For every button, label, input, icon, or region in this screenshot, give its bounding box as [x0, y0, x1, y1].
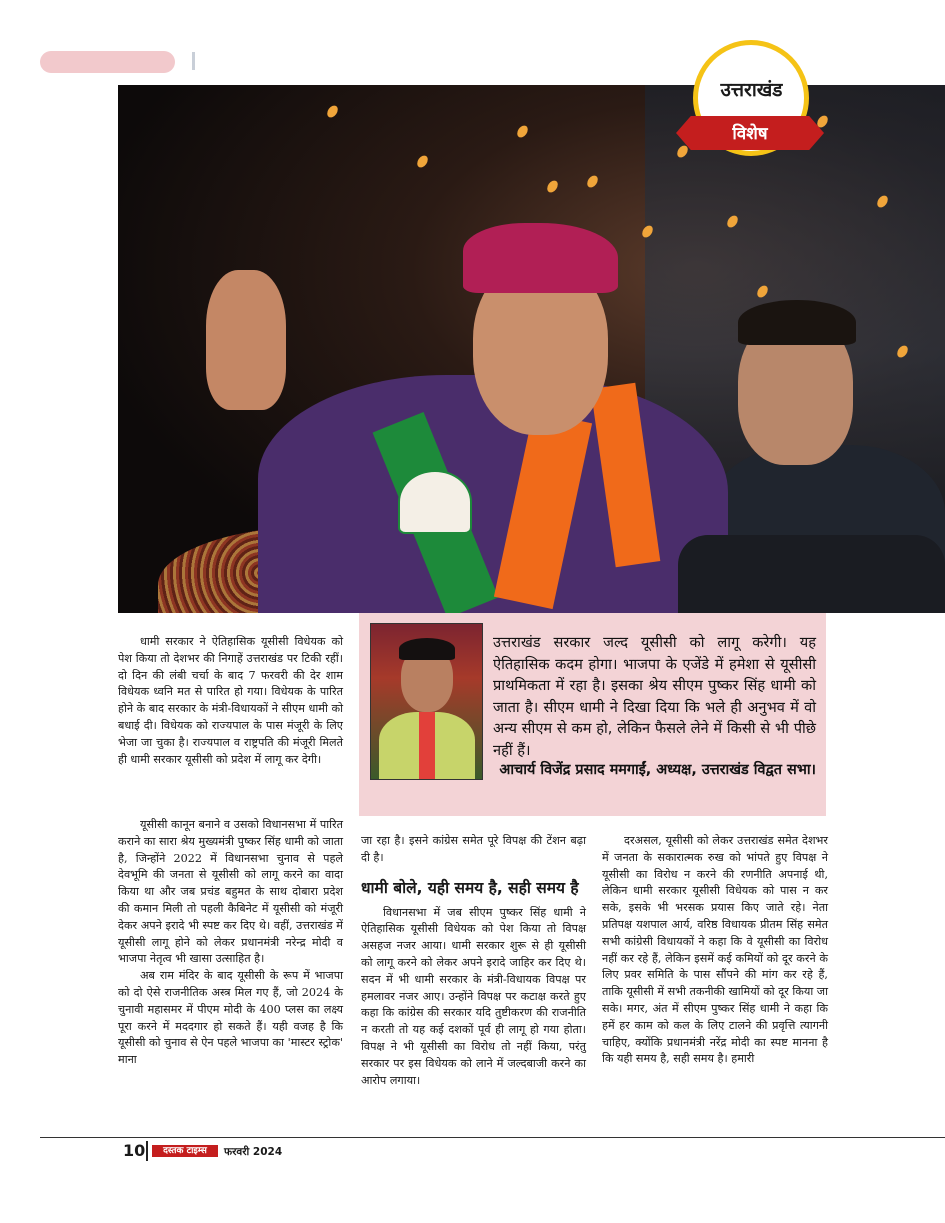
quote-author: आचार्य विजेंद्र प्रसाद ममगाईं, अध्यक्ष, उत्तराखंड विद्वत सभा।: [499, 762, 816, 778]
article-column-3: [602, 833, 828, 1133]
quote-text: उत्तराखंड सरकार जल्द यूसीसी को लागू करेगी। यह ऐतिहासिक कदम होगा। भाजपा के एजेंडे में हमेशा से यूसीसी प्राथमिकता में रहा है। इसका श्रेय सीएम पुष्कर सिंह धामी को जाता है। सीएम धामी ने दिखा दिया कि भले ही अनुभव में वो अन्य सीएम से कम हो, लेकिन फैसले लेने में किसी से भी पीछे नहीं हैं।: [493, 634, 816, 759]
issue-date: फरवरी 2024: [224, 1146, 283, 1158]
page-number: 10: [123, 1141, 146, 1160]
paragraph: अब राम मंदिर के बाद यूसीसी के रूप में भाजपा को दो ऐसे राजनीतिक अस्त्र मिल गए हैं, जो 2024 के चुनावी महासमर में पीएम मोदी के 400 प्लस का लक्ष्य पूरा करने में मददगार हो सकते हैं। यही वजह है कि यूसीसी को चुनाव से ऐन पहले भाजपा का 'मास्टर स्ट्रोक' माना: [118, 969, 343, 1067]
lotus-icon: [398, 470, 472, 534]
paragraph: विधानसभा में जब सीएम पुष्कर सिंह धामी ने ऐतिहासिक यूसीसी विधेयक को पेश किया तो विपक्ष असहज नजर आया। धामी सरकार शुरू से ही यूसीसी को लागू करने को लेकर अपने इरादे जाहिर कर दिए थे। सदन में भी धामी सरकार के मंत्री-विधायक विपक्ष पर हमलावर नजर आए। उन्होंने विपक्ष पर कटाक्ष करते हुए कहा कि कांग्रेस की सरकार यदि तुष्टीकरण की राजनीति न करती तो यह कई दशकों पूर्व ही लागू हो गया होता। विपक्ष ने भी यूसीसी का विरोध तो नहीं किया, परंतु सरकार पर इस विधेयक को लाने में जल्दबाजी करने का आरोप लगाया।: [361, 905, 586, 1087]
quote-author-photo: [370, 623, 483, 780]
lead-photo: [118, 85, 945, 613]
article-column-1-top: [118, 634, 343, 814]
paragraph: यूसीसी कानून बनाने व उसको विधानसभा में पारित कराने का सारा श्रेय मुख्यमंत्री पुष्कर सिंह धामी को जाता है, जिन्होंने 2022 में विधानसभा चुनाव से पहले देवभूमि की जनता से यूसीसी को लागू करने का वादा किया था और जब प्रचंड बहुमत के साथ दोबारा प्रदेश की कमान मिली तो पहली कैबिनेट में यूसीसी को मंजूरी देकर अपने इरादे भी स्पष्ट कर दिए थे। वहीं, उत्तराखंड में यूसीसी लागू होने को लेकर प्रधानमंत्री नरेन्द्र मोदी व भाजपा नेतृत्व भी खासा उत्साहित है।: [118, 818, 343, 966]
article-column-2: [361, 833, 586, 1133]
ribbon-label: विशेष: [732, 124, 768, 144]
footer-rule: [40, 1137, 945, 1138]
article-column-1-bottom: [118, 817, 343, 1127]
paragraph: धामी सरकार ने ऐतिहासिक यूसीसी विधेयक को पेश किया तो देशभर की निगाहें उत्तराखंड पर टिकी रहीं। दो दिन की लंबी चर्चा के बाद 7 फरवरी की देर शाम विधेयक ध्वनि मत से पारित हो गया। विधेयक के पारित होने के बाद सरकार के मंत्री-विधायकों ने सीएम धामी को बधाई दी। विधेयक को राज्यपाल के पास मंजूरी के लिए भेजा जा चुका है। राज्यपाल व राष्ट्रपति की मंजूरी मिलते ही धामी सरकार यूसीसी को प्रदेश में लागू कर देगी।: [118, 635, 343, 766]
paragraph: दरअसल, यूसीसी को लेकर उत्तराखंड समेत देशभर में जनता के सकारात्मक रुख को भांपते हुए विपक्ष ने यूसीसी का विरोध न करने की रणनीति अपनाई थी, लेकिन धामी सरकार यूसीसी विधेयक को पास न कर सके, इसके भी भरसक प्रयास किए जाते रहे। नेता प्रतिपक्ष यशपाल आर्य, वरिष्ठ विधायक प्रीतम सिंह समेत सभी कांग्रेसी विधायकों ने कहा कि वे यूसीसी का विरोध नहीं कर रहे हैं, लेकिन इसमें कई कमियों को दूर करने के लिए प्रवर समिति के पास सौंपने की मांग कर रहे हैं, ताकि यूसीसी में सभी तकनीकी खामियों को दूर किया जा सके। मगर, अंत में सीएम पुष्कर सिंह धामी ने कहा कि हमें हर काम को कल के लिए टालने की प्रवृत्ति त्यागनी चाहिए, क्योंकि प्रधानमंत्री नरेंद्र मोदी का स्पष्ट मानना है कि यही समय है, सही समय है। हमारी: [602, 834, 828, 1066]
paragraph: जा रहा है। इसने कांग्रेस समेत पूरे विपक्ष की टेंशन बढ़ा दी है।: [361, 834, 586, 864]
badge-title: उत्तराखंड: [720, 79, 783, 101]
section-divider: [192, 52, 195, 70]
subheading: धामी बोले, यही समय है, सही समय है: [361, 878, 579, 897]
footer-separator: [146, 1141, 148, 1161]
section-pill: [40, 51, 175, 73]
magazine-logo: दस्तक टाइम्स: [152, 1145, 218, 1157]
